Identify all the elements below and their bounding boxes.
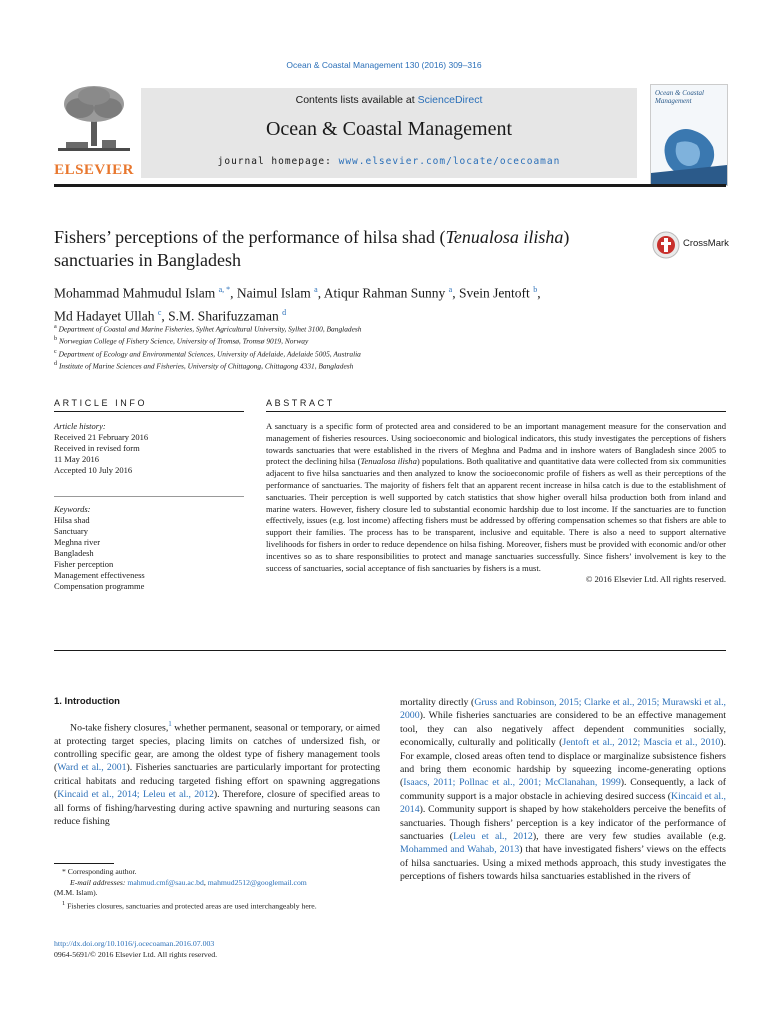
abstract-heading: ABSTRACT <box>266 398 335 408</box>
abstract-text: ) populations. Both qualitative and quantitative data were collected from six communities adjacent to five hilsa sanctuaries and then analyzed to know the socioeconomic profile of fishers as well as their perceptions of the performance of sanctuaries. The majority of fishers felt that an apparent recent increase in hilsa catch is due to the establishment of sanctuaries. Their perception is well supported by catch statistics that show higher overall hilsa production both from inland and marine waters. However, fishery closure led to substantial economic hardship due to lost income. If the sanctuaries are to function effectively, issues (e.g. lost income) affecting fishers must be addressed by offering compensation schemes so that fishers are able to support their families. The process has to be transparent, inclusive and equitable. There is also a need to support alternative livelihoods for fishers in order to reduce dependence on hilsa fishing. Moreover, fishers must be provided with economic and/or other incentives so as to share responsibilities to protect and manage sanctuaries successfully. Since fishers’ involvement is key to the success of sanctuaries, social acceptance of fish sanctuaries by fishers is a must. <box>266 456 727 573</box>
doi-link[interactable]: http://dx.doi.org/10.1016/j.ocecoaman.2016.07.003 <box>54 939 215 948</box>
keyword[interactable]: Meghna river <box>54 537 101 547</box>
citation-link[interactable]: Mohammed and Wahab, 2013 <box>400 844 520 856</box>
intro-paragraph <box>54 718 380 829</box>
history-entry: 11 May 2016 <box>54 454 100 464</box>
author-name[interactable]: Svein Jentoft <box>458 285 530 301</box>
author-separator: , <box>537 285 541 301</box>
affiliation <box>54 347 674 359</box>
intro-text: mortality directly ( <box>400 697 475 708</box>
keywords-label: Keywords: <box>54 504 91 514</box>
affiliation-marker: a <box>54 324 57 330</box>
footnotes <box>54 867 384 912</box>
intro-text: ). While fisheries sanctuaries are considered to be an effective management tool, they can also negatively affect dependent communities socially, economically, culturally and politically ( <box>400 710 726 749</box>
abstract-text: A sanctuary is a specific form of protected area and considered to be an important management measure for the conservation and management of fisheries resources. Using socioeconomic and biological indicators, this study investigates the perceptions of fishers towards sanctuaries that were established in the rivers of Meghna and Padma and in inshore waters of Bangladesh since 2005 to protect the declining hilsa ( <box>266 421 726 467</box>
journal-homepage-line <box>141 156 637 167</box>
footnote-text: Fisheries closures, sanctuaries and protected areas are used interchangeably here. <box>67 901 317 911</box>
intro-left-column <box>54 718 380 829</box>
journal-cover-thumbnail[interactable] <box>650 84 728 186</box>
author-name[interactable]: Atiqur Rahman Sunny <box>323 285 446 301</box>
homepage-link[interactable]: www.elsevier.com/locate/ocecoaman <box>338 156 561 167</box>
author-affil-marker[interactable]: a, * <box>218 285 231 294</box>
affiliation-text: Institute of Marine Sciences and Fisheries, University of Chittagong, Chittagong 4331, Bangladesh <box>58 361 354 371</box>
journal-header <box>54 84 726 184</box>
author-name[interactable]: Naimul Islam <box>236 285 311 301</box>
author-name[interactable]: Mohammad Mahmudul Islam <box>54 285 216 301</box>
corresponding-author-note: * Corresponding author. <box>62 867 137 876</box>
intro-text: ). Therefore, closure of specified areas to all forms of fishing/harvesting during active spawning and nurturing seasons can reduce fishing <box>54 789 380 828</box>
front-matter-rule <box>54 650 726 651</box>
intro-text: No-take fishery closures, <box>70 722 169 734</box>
intro-text: ). Consequently, a lack of community support is a major obstacle in achieving desired success ( <box>400 777 726 802</box>
footnote-rule <box>54 863 114 864</box>
author-name[interactable]: Md Hadayet Ullah <box>54 308 155 323</box>
citation-link[interactable]: Ward et al., 2001 <box>57 762 127 774</box>
introduction-heading: 1. Introduction <box>54 696 120 707</box>
affiliation-list <box>54 322 674 372</box>
affiliation <box>54 334 674 346</box>
author-separator: , <box>230 285 237 301</box>
history-label: Article history: <box>54 421 106 431</box>
corresponding-author-text: Corresponding author. <box>67 867 137 876</box>
crossmark-badge[interactable] <box>652 231 732 261</box>
contents-prefix: Contents lists available at <box>295 94 418 106</box>
author-list <box>54 280 674 325</box>
email-link[interactable]: mahmud2512@googlemail.com <box>207 877 307 887</box>
cover-map-icon <box>651 85 727 185</box>
journal-name: Ocean & Coastal Management <box>265 118 513 140</box>
cover-title: Ocean & Coastal Management <box>655 89 704 105</box>
keyword[interactable]: Sanctuary <box>54 526 88 536</box>
journal-citation[interactable]: Ocean & Coastal Management 130 (2016) 309–316 <box>286 60 482 70</box>
citation-link[interactable]: Gruss and Robinson, 2015; Clarke et al., 2015; Murawski et al., 2000 <box>400 697 727 722</box>
author-affil-marker[interactable]: b <box>533 285 538 294</box>
email-owner: (M.M. Islam). <box>54 888 98 897</box>
affiliation-text: Norwegian College of Fishery Science, University of Tromsø, Tromsø 9019, Norway <box>58 336 309 346</box>
abstract-species-name: Tenualosa ilisha <box>360 456 417 467</box>
title-text-end: ) sanctuaries in Bangladesh <box>54 227 570 270</box>
intro-text: ), there are very few studies available (e.g. <box>532 831 727 843</box>
email-note: E-mail addresses: mahmud.cmf@sau.ac.bd, mahmud2512@googlemail.com <box>70 877 307 887</box>
affiliation-text: Department of Coastal and Marine Fisheries, Sylhet Agricultural University, Sylhet 3100, Bangladesh <box>58 324 362 334</box>
author-separator: , <box>452 285 459 301</box>
abstract-body <box>266 421 726 586</box>
history-entry: Received in revised form <box>54 443 140 453</box>
author-affil-marker[interactable]: a <box>314 285 318 294</box>
affiliation-text: Department of Ecology and Environmental Sciences, University of Adelaide, Adelaide 5005, Australia <box>58 349 361 359</box>
keyword[interactable]: Fisher perception <box>54 559 114 569</box>
history-entry: Received 21 February 2016 <box>54 432 149 442</box>
footnote-1: $^1$ Fisheries closures, sanctuaries and protected areas are used interchangeably here. <box>62 899 317 911</box>
keyword[interactable]: Hilsa shad <box>54 515 90 525</box>
email-link[interactable]: mahmud.cmf@sau.ac.bd <box>127 877 204 887</box>
affiliation <box>54 322 674 334</box>
issn-line: 0964-5691/© 2016 Elsevier Ltd. All rights reserved. <box>54 950 218 959</box>
article-info-heading: ARTICLE INFO <box>54 398 148 408</box>
keyword[interactable]: Management effectiveness <box>54 570 145 580</box>
citation-link[interactable]: Isaacs, 2011; Pollnac et al., 2001; McClanahan, 1999 <box>403 777 621 789</box>
intro-text: whether permanent, seasonal or temporary, or aimed at protecting target species, placing limits on catches of undersized fish, or controlling specific gear, are among the oldest type of fishery management tools ( <box>54 722 380 774</box>
history-entry: Accepted 10 July 2016 <box>54 465 133 475</box>
elsevier-wordmark: ELSEVIER <box>54 162 134 178</box>
elsevier-tree-icon <box>58 84 130 152</box>
footnote-marker[interactable]: 1 <box>168 720 172 728</box>
title-text-start: Fishers’ perceptions of the performance of hilsa shad ( <box>54 227 446 247</box>
author-affil-marker[interactable]: c <box>157 307 162 317</box>
intro-paragraph <box>400 696 726 884</box>
affiliation-marker: d <box>54 361 58 368</box>
crossmark-icon <box>652 231 680 259</box>
intro-text: ) that have investigated fishers’ views on the effects of hilsa sanctuaries. Using a mixed methods approach, this study investigates the perceptions of fishers towards hilsa sanctuaries established in the rivers of <box>400 844 726 883</box>
title-species-name: Tenualosa ilisha <box>445 227 564 247</box>
abstract-copyright: © 2016 Elsevier Ltd. All rights reserved. <box>585 574 726 585</box>
affiliation <box>54 359 674 371</box>
affiliation-marker: b <box>54 336 58 343</box>
crossmark-label: CrossMark <box>683 238 729 249</box>
citation-link[interactable]: Kincaid et al., 2014; Leleu et al., 2012 <box>57 789 214 801</box>
header-rule <box>54 184 726 187</box>
article-info-rule <box>54 411 244 412</box>
intro-text: ). Fisheries sanctuaries are particularly important for protecting critical habitats and reducing targeted fishing effort on spawning aggregations ( <box>54 762 381 801</box>
article-title <box>54 226 634 272</box>
author-affil-marker[interactable]: a <box>448 285 453 294</box>
elsevier-logo[interactable] <box>54 84 134 184</box>
abstract-rule <box>266 411 726 412</box>
citation-link[interactable]: Kincaid et al., 2014 <box>400 790 726 816</box>
citation-link[interactable]: Leleu et al., 2012 <box>453 831 533 843</box>
sciencedirect-link[interactable]: ScienceDirect <box>417 94 483 106</box>
homepage-prefix: journal homepage: <box>217 156 339 167</box>
keyword-list <box>54 504 244 592</box>
contents-line <box>141 94 637 106</box>
article-history <box>54 421 244 476</box>
author-name[interactable]: S.M. Sharifuzzaman <box>168 308 279 323</box>
author-affil-marker[interactable]: d <box>282 307 287 317</box>
intro-text: ). For example, closed areas often tend to displace or marginalize subsistence fishers and bring them economic hardship by squeezing income-generating options ( <box>400 737 726 789</box>
email-label: E-mail addresses: <box>70 877 126 887</box>
intro-text: ). Community support is shaped by how stakeholders perceive the benefits of sanctuaries. Though fishers’ perception is a key indicator of the performance of sanctuaries ( <box>400 804 726 843</box>
info-divider <box>54 496 244 497</box>
intro-right-column <box>400 696 726 884</box>
author-separator: , <box>161 308 169 323</box>
citation-link[interactable]: Jentoft et al., 2012; Mascia et al., 2010 <box>562 737 721 749</box>
journal-masthead <box>141 88 637 178</box>
doi-block <box>54 938 217 960</box>
author-separator: , <box>317 285 324 301</box>
affiliation-marker: c <box>54 348 57 355</box>
keyword[interactable]: Compensation programme <box>54 581 145 591</box>
keyword[interactable]: Bangladesh <box>54 548 94 558</box>
